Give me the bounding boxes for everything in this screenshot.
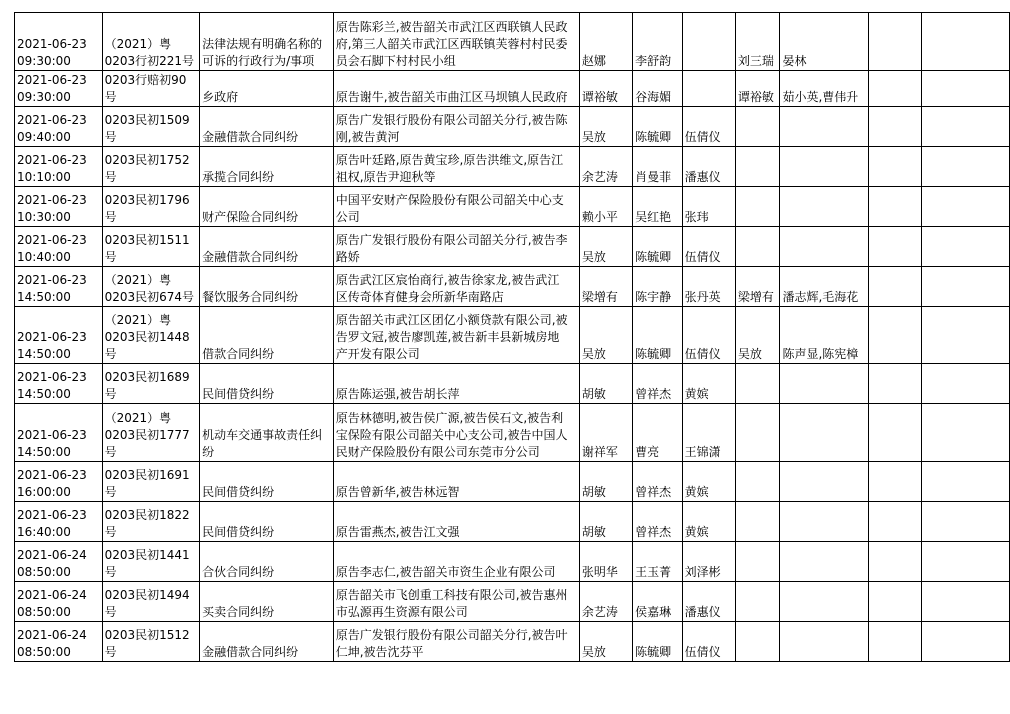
table-row	[15, 147, 1010, 187]
extra-names-cell: 陈声显,陈宪樟	[780, 307, 869, 364]
panel-member-cell: 黄嫔	[682, 364, 735, 404]
table-row	[15, 462, 1010, 502]
case-cause-cell: 餐饮服务合同纠纷	[200, 267, 334, 307]
hearing-time-cell: 2021-06-23 09:30:00	[15, 13, 103, 71]
presiding-judge-cell: 吴放	[579, 227, 632, 267]
presiding-judge-cell: 吴放	[579, 107, 632, 147]
panel-member-cell: 黄嫔	[682, 462, 735, 502]
case-number-cell: 0203民初1752 号	[102, 147, 200, 187]
extra-names-cell	[780, 187, 869, 227]
presiding-judge-cell: 吴放	[579, 307, 632, 364]
hearing-time-cell: 2021-06-23 14:50:00	[15, 267, 103, 307]
parties-cell: 原告广发银行股份有限公司韶关分行,被告陈 刚,被告黄河	[333, 107, 579, 147]
table-row	[15, 404, 1010, 462]
hearing-time-cell: 2021-06-24 08:50:00	[15, 622, 103, 662]
blank-cell-cell	[921, 13, 1009, 71]
parties-cell: 原告雷燕杰,被告江文强	[333, 502, 579, 542]
case-number-cell: 0203民初1511 号	[102, 227, 200, 267]
extra-name-cell	[735, 542, 780, 582]
panel-member-cell: 陈毓卿	[633, 622, 682, 662]
hearing-time-cell: 2021-06-23 09:40:00	[15, 107, 103, 147]
blank-cell-cell	[869, 622, 922, 662]
panel-member-cell: 刘泽彬	[682, 542, 735, 582]
extra-names-cell	[780, 107, 869, 147]
panel-member-cell: 伍倩仪	[682, 107, 735, 147]
blank-cell-cell	[869, 582, 922, 622]
extra-name-cell	[735, 364, 780, 404]
hearing-time-cell: 2021-06-23 10:30:00	[15, 187, 103, 227]
extra-name-cell: 刘三瑞	[735, 13, 780, 71]
case-number-cell: 0203民初1689 号	[102, 364, 200, 404]
blank-cell-cell	[921, 364, 1009, 404]
blank-cell-cell	[869, 307, 922, 364]
panel-member-cell: 张玮	[682, 187, 735, 227]
parties-cell: 原告韶关市武江区团亿小额贷款有限公司,被 告罗文冠,被告廖凯莲,被告新丰县新城房地 产开发有限公司	[333, 307, 579, 364]
case-cause-cell: 合伙合同纠纷	[200, 542, 334, 582]
parties-cell: 原告曾新华,被告林远智	[333, 462, 579, 502]
case-cause-cell: 民间借贷纠纷	[200, 462, 334, 502]
table-row	[15, 582, 1010, 622]
extra-name-cell	[735, 187, 780, 227]
extra-names-cell	[780, 502, 869, 542]
panel-member-cell: 伍倩仪	[682, 227, 735, 267]
case-number-cell: 0203民初1796 号	[102, 187, 200, 227]
panel-member-cell: 王玉菁	[633, 542, 682, 582]
parties-cell: 原告陈运强,被告胡长萍	[333, 364, 579, 404]
case-cause-cell: 金融借款合同纠纷	[200, 622, 334, 662]
presiding-judge-cell: 胡敏	[579, 462, 632, 502]
panel-member-cell: 李舒韵	[633, 13, 682, 71]
panel-member-cell: 伍倩仪	[682, 622, 735, 662]
extra-name-cell	[735, 404, 780, 462]
case-number-cell: 0203民初1509 号	[102, 107, 200, 147]
panel-member-cell: 黄嫔	[682, 502, 735, 542]
blank-cell-cell	[869, 147, 922, 187]
parties-cell: 原告陈彩兰,被告韶关市武江区西联镇人民政 府,第三人韶关市武江区西联镇芙蓉村村民委 员会石脚下村村民小组	[333, 13, 579, 71]
presiding-judge-cell: 赵娜	[579, 13, 632, 71]
extra-names-cell	[780, 622, 869, 662]
presiding-judge-cell: 张明华	[579, 542, 632, 582]
panel-member-cell: 肖曼菲	[633, 147, 682, 187]
hearing-time-cell: 2021-06-24 08:50:00	[15, 582, 103, 622]
extra-names-cell	[780, 364, 869, 404]
case-cause-cell: 机动车交通事故责任纠 纷	[200, 404, 334, 462]
extra-name-cell	[735, 582, 780, 622]
extra-name-cell: 梁增有	[735, 267, 780, 307]
blank-cell-cell	[921, 582, 1009, 622]
blank-cell-cell	[921, 71, 1009, 107]
parties-cell: 原告武江区宸怡商行,被告徐家龙,被告武江 区传奇体育健身会所新华南路店	[333, 267, 579, 307]
blank-cell-cell	[869, 71, 922, 107]
presiding-judge-cell: 余艺涛	[579, 582, 632, 622]
hearing-time-cell: 2021-06-23 14:50:00	[15, 307, 103, 364]
hearing-schedule-table	[14, 12, 1010, 662]
hearing-time-cell: 2021-06-23 14:50:00	[15, 364, 103, 404]
panel-member-cell: 陈宇静	[633, 267, 682, 307]
extra-names-cell	[780, 404, 869, 462]
blank-cell-cell	[921, 147, 1009, 187]
hearing-time-cell: 2021-06-23 16:40:00	[15, 502, 103, 542]
case-number-cell: 0203民初1822 号	[102, 502, 200, 542]
blank-cell-cell	[869, 542, 922, 582]
blank-cell-cell	[869, 187, 922, 227]
table-row	[15, 502, 1010, 542]
extra-name-cell: 吴放	[735, 307, 780, 364]
panel-member-cell: 侯嘉琳	[633, 582, 682, 622]
panel-member-cell: 潘惠仪	[682, 582, 735, 622]
hearing-time-cell: 2021-06-23 10:40:00	[15, 227, 103, 267]
extra-names-cell: 晏林	[780, 13, 869, 71]
panel-member-cell: 谷海媚	[633, 71, 682, 107]
case-cause-cell: 借款合同纠纷	[200, 307, 334, 364]
blank-cell-cell	[921, 107, 1009, 147]
extra-names-cell: 潘志辉,毛海花	[780, 267, 869, 307]
case-cause-cell: 财产保险合同纠纷	[200, 187, 334, 227]
parties-cell: 原告谢牛,被告韶关市曲江区马坝镇人民政府	[333, 71, 579, 107]
panel-member-cell: 曾祥杰	[633, 364, 682, 404]
case-number-cell: （2021）粤 0203民初1777 号	[102, 404, 200, 462]
panel-member-cell: 陈毓卿	[633, 107, 682, 147]
panel-member-cell: 张丹英	[682, 267, 735, 307]
table-row	[15, 622, 1010, 662]
panel-member-cell: 王锦潇	[682, 404, 735, 462]
extra-name-cell	[735, 107, 780, 147]
parties-cell: 原告叶廷路,原告黄宝珍,原告洪维文,原告江 祖权,原告尹迎秋等	[333, 147, 579, 187]
hearing-time-cell: 2021-06-23 09:30:00	[15, 71, 103, 107]
panel-member-cell: 潘惠仪	[682, 147, 735, 187]
presiding-judge-cell: 谢祥军	[579, 404, 632, 462]
extra-name-cell	[735, 147, 780, 187]
case-cause-cell: 乡政府	[200, 71, 334, 107]
parties-cell: 中国平安财产保险股份有限公司韶关中心支 公司	[333, 187, 579, 227]
blank-cell-cell	[869, 404, 922, 462]
parties-cell: 原告李志仁,被告韶关市资生企业有限公司	[333, 542, 579, 582]
extra-names-cell	[780, 147, 869, 187]
extra-name-cell	[735, 622, 780, 662]
panel-member-cell: 伍倩仪	[682, 307, 735, 364]
table-row	[15, 542, 1010, 582]
hearing-time-cell: 2021-06-23 10:10:00	[15, 147, 103, 187]
case-cause-cell: 金融借款合同纠纷	[200, 227, 334, 267]
blank-cell-cell	[921, 404, 1009, 462]
case-number-cell: 0203民初1494 号	[102, 582, 200, 622]
blank-cell-cell	[921, 267, 1009, 307]
extra-name-cell	[735, 462, 780, 502]
parties-cell: 原告韶关市飞创重工科技有限公司,被告惠州 市弘源再生资源有限公司	[333, 582, 579, 622]
blank-cell-cell	[869, 462, 922, 502]
case-cause-cell: 法律法规有明确名称的 可诉的行政行为/事项	[200, 13, 334, 71]
extra-name-cell: 谭裕敏	[735, 71, 780, 107]
parties-cell: 原告林德明,被告侯广源,被告侯石文,被告利 宝保险有限公司韶关中心支公司,被告中国人 民财产保险股份有限公司东莞市分公司	[333, 404, 579, 462]
blank-cell-cell	[921, 227, 1009, 267]
extra-name-cell	[735, 502, 780, 542]
hearing-time-cell: 2021-06-23 16:00:00	[15, 462, 103, 502]
blank-cell-cell	[921, 187, 1009, 227]
blank-cell-cell	[921, 502, 1009, 542]
table-row	[15, 307, 1010, 364]
parties-cell: 原告广发银行股份有限公司韶关分行,被告叶 仁坤,被告沈芬平	[333, 622, 579, 662]
hearing-time-cell: 2021-06-24 08:50:00	[15, 542, 103, 582]
blank-cell-cell	[921, 542, 1009, 582]
extra-names-cell	[780, 542, 869, 582]
case-number-cell: 0203民初1441 号	[102, 542, 200, 582]
blank-cell-cell	[921, 307, 1009, 364]
panel-member-cell: 吴红艳	[633, 187, 682, 227]
panel-member-cell: 曹亮	[633, 404, 682, 462]
table-row	[15, 364, 1010, 404]
case-number-cell: （2021）粤 0203行初221号	[102, 13, 200, 71]
case-cause-cell: 民间借贷纠纷	[200, 364, 334, 404]
hearing-time-cell: 2021-06-23 14:50:00	[15, 404, 103, 462]
extra-names-cell	[780, 462, 869, 502]
panel-member-cell: 曾祥杰	[633, 462, 682, 502]
panel-member-cell: 陈毓卿	[633, 227, 682, 267]
case-cause-cell: 承揽合同纠纷	[200, 147, 334, 187]
case-number-cell: （2021）粤 0203民初674号	[102, 267, 200, 307]
table-row	[15, 71, 1010, 107]
blank-cell-cell	[869, 267, 922, 307]
table-row	[15, 13, 1010, 71]
panel-member-cell	[682, 13, 735, 71]
blank-cell-cell	[869, 364, 922, 404]
case-cause-cell: 买卖合同纠纷	[200, 582, 334, 622]
case-number-cell: 0203民初1691 号	[102, 462, 200, 502]
case-number-cell: （2021）粤 0203民初1448 号	[102, 307, 200, 364]
table-body	[15, 13, 1010, 662]
blank-cell-cell	[921, 462, 1009, 502]
presiding-judge-cell: 赖小平	[579, 187, 632, 227]
blank-cell-cell	[869, 227, 922, 267]
presiding-judge-cell: 胡敏	[579, 502, 632, 542]
presiding-judge-cell: 余艺涛	[579, 147, 632, 187]
extra-names-cell: 茹小英,曹伟升	[780, 71, 869, 107]
panel-member-cell	[682, 71, 735, 107]
panel-member-cell: 曾祥杰	[633, 502, 682, 542]
presiding-judge-cell: 梁增有	[579, 267, 632, 307]
panel-member-cell: 陈毓卿	[633, 307, 682, 364]
blank-cell-cell	[869, 13, 922, 71]
blank-cell-cell	[921, 622, 1009, 662]
case-cause-cell: 民间借贷纠纷	[200, 502, 334, 542]
presiding-judge-cell: 吴放	[579, 622, 632, 662]
blank-cell-cell	[869, 107, 922, 147]
parties-cell: 原告广发银行股份有限公司韶关分行,被告李 路娇	[333, 227, 579, 267]
table-row	[15, 107, 1010, 147]
table-row	[15, 267, 1010, 307]
table-row	[15, 227, 1010, 267]
case-number-cell: 0203行赔初90 号	[102, 71, 200, 107]
extra-names-cell	[780, 227, 869, 267]
case-cause-cell: 金融借款合同纠纷	[200, 107, 334, 147]
presiding-judge-cell: 胡敏	[579, 364, 632, 404]
extra-name-cell	[735, 227, 780, 267]
blank-cell-cell	[869, 502, 922, 542]
presiding-judge-cell: 谭裕敏	[579, 71, 632, 107]
table-row	[15, 187, 1010, 227]
extra-names-cell	[780, 582, 869, 622]
case-number-cell: 0203民初1512 号	[102, 622, 200, 662]
